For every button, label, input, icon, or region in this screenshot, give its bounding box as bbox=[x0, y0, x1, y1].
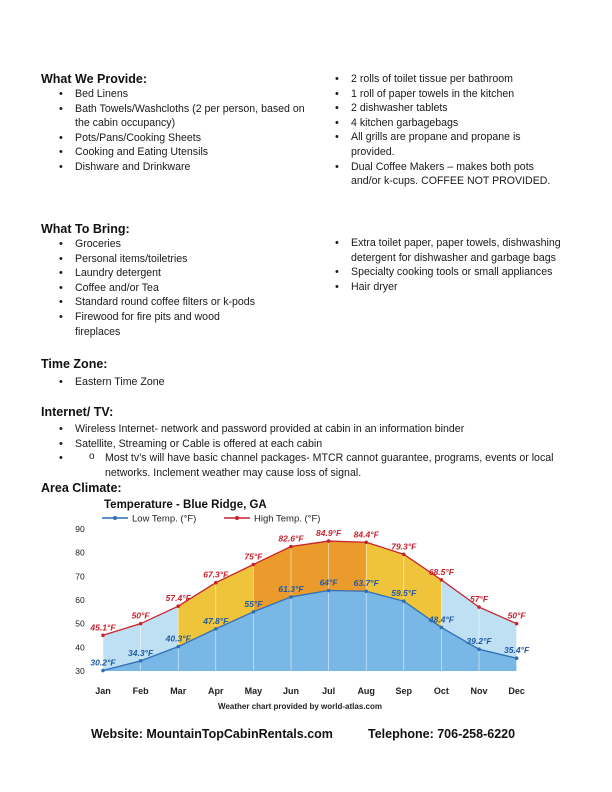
high-temp-point bbox=[477, 605, 481, 609]
legend-low-label: Low Temp. (°F) bbox=[132, 513, 197, 525]
high-temp-point bbox=[364, 540, 368, 544]
time-zone-heading: Time Zone: bbox=[41, 357, 108, 371]
y-tick-label: 40 bbox=[75, 642, 85, 653]
list-item: • Bed Linens bbox=[59, 87, 309, 102]
high-temp-data-label: 50°F bbox=[507, 610, 526, 621]
high-temp-point bbox=[139, 622, 143, 626]
list-item: • Dual Coffee Makers – makes both pots and/or k-cups. COFFEE NOT PROVIDED. bbox=[335, 160, 565, 189]
list-item: • Cooking and Eating Utensils bbox=[59, 145, 309, 160]
high-temp-data-label: 68.5°F bbox=[428, 566, 454, 577]
chart-credit: Weather chart provided by world-atlas.com bbox=[218, 702, 382, 711]
x-tick-label: Feb bbox=[132, 686, 149, 696]
low-temp-point bbox=[214, 627, 218, 631]
low-temp-point bbox=[289, 595, 293, 599]
low-temp-point bbox=[364, 589, 368, 593]
y-tick-label: 70 bbox=[75, 571, 85, 582]
list-item: • Satellite, Streaming or Cable is offered at each cabin bbox=[59, 437, 579, 452]
high-temp-data-label: 57.4°F bbox=[165, 593, 191, 604]
list-item: • Coffee and/or Tea bbox=[59, 281, 309, 296]
list-item: • Specialty cooking tools or small appliances bbox=[335, 265, 565, 280]
high-temp-data-label: 45.1°F bbox=[90, 622, 116, 633]
y-tick-label: 80 bbox=[75, 547, 85, 558]
low-temp-data-label: 47.8°F bbox=[203, 615, 229, 626]
list-item: • Wireless Internet- network and password provided at cabin in an information binder bbox=[59, 422, 579, 437]
list-item: • Pots/Pans/Cooking Sheets bbox=[59, 131, 309, 146]
bring-right-list bbox=[335, 236, 565, 294]
low-temp-point bbox=[327, 589, 331, 593]
x-tick-label: Jul bbox=[322, 686, 336, 696]
low-temp-data-label: 63.7°F bbox=[353, 578, 379, 589]
high-temp-point bbox=[327, 539, 331, 543]
legend-high-label: High Temp. (°F) bbox=[254, 513, 321, 525]
x-tick-label: May bbox=[244, 686, 263, 696]
high-temp-data-label: 84.4°F bbox=[353, 529, 379, 540]
list-item: o • Most tv’s will have basic channel packages- MTCR cannot guarantee, programs, events or local networks. Inclement weather may cause loss of signal. bbox=[89, 451, 565, 480]
internet-tv-heading: Internet/ TV: bbox=[41, 405, 114, 419]
high-temp-point bbox=[515, 622, 519, 626]
telephone-text: Telephone: 706-258-6220 bbox=[368, 727, 516, 741]
high-temp-data-label: 75°F bbox=[244, 551, 263, 562]
low-temp-point bbox=[440, 626, 444, 630]
list-item: • Standard round coffee filters or k-pods bbox=[59, 295, 309, 310]
list-item: • Dishware and Drinkware bbox=[59, 160, 309, 175]
list-item: • Groceries bbox=[59, 237, 309, 252]
low-temp-point bbox=[252, 610, 256, 614]
high-temp-data-label: 57°F bbox=[469, 594, 489, 605]
list-item: • Extra toilet paper, paper towels, dishwashing detergent for dishwasher and garbage bags bbox=[335, 236, 565, 265]
y-tick-label: 60 bbox=[75, 595, 85, 605]
y-tick-label: 30 bbox=[75, 666, 85, 676]
x-tick-label: Nov bbox=[470, 686, 488, 696]
low-temp-data-label: 64°F bbox=[319, 577, 338, 588]
provide-right-list bbox=[335, 72, 565, 189]
low-temp-point bbox=[176, 645, 180, 649]
list-item: • 2 dishwasher tablets bbox=[335, 101, 565, 116]
what-to-bring-heading: What To Bring: bbox=[41, 222, 130, 236]
x-tick-label: Jun bbox=[282, 686, 300, 696]
high-temp-data-label: 67.3°F bbox=[203, 569, 229, 580]
x-tick-label: Aug bbox=[357, 686, 375, 696]
bring-left-list bbox=[59, 237, 309, 339]
y-tick-label: 50 bbox=[75, 618, 85, 629]
low-temp-point bbox=[101, 669, 105, 673]
list-item: • Firewood for fire pits and wood fireplaces bbox=[59, 310, 225, 339]
website-text: Website: MountainTopCabinRentals.com bbox=[91, 727, 333, 741]
high-temp-point bbox=[402, 553, 406, 557]
high-temp-point bbox=[176, 604, 180, 608]
list-item: • Personal items/toiletries bbox=[59, 252, 309, 267]
time-zone-list bbox=[59, 375, 359, 390]
high-temp-data-label: 79.3°F bbox=[391, 541, 417, 552]
low-temp-data-label: 39.2°F bbox=[466, 636, 492, 647]
temperature-chart bbox=[68, 495, 558, 717]
high-temp-data-label: 82.6°F bbox=[278, 533, 304, 544]
high-temp-point bbox=[289, 545, 293, 549]
list-item: • 1 roll of paper towels in the kitchen bbox=[335, 87, 565, 102]
high-temp-point bbox=[101, 633, 105, 637]
chart-legend bbox=[102, 514, 320, 525]
legend-low-marker bbox=[113, 516, 117, 520]
chart-title: Temperature - Blue Ridge, GA bbox=[104, 499, 267, 511]
list-item: • Eastern Time Zone bbox=[59, 375, 359, 390]
list-item: • All grills are propane and propane is provided. bbox=[335, 130, 565, 159]
legend-high-marker bbox=[235, 516, 239, 520]
what-we-provide-heading: What We Provide: bbox=[41, 72, 148, 86]
x-tick-label: Apr bbox=[208, 686, 224, 696]
low-temp-data-label: 61.3°F bbox=[278, 583, 304, 594]
list-item: • Bath Towels/Washcloths (2 per person, based on the cabin occupancy) bbox=[59, 102, 309, 131]
provide-left-list bbox=[59, 87, 309, 175]
low-temp-data-label: 30.2°F bbox=[90, 657, 116, 668]
low-temp-point bbox=[139, 659, 143, 663]
low-temp-data-label: 59.5°F bbox=[391, 588, 417, 599]
list-item: • Hair dryer bbox=[335, 280, 565, 295]
high-temp-point bbox=[440, 578, 444, 582]
list-item: • 4 kitchen garbagebags bbox=[335, 116, 565, 131]
low-temp-data-label: 48.4°F bbox=[428, 614, 454, 625]
high-temp-point bbox=[252, 563, 256, 567]
x-tick-label: Dec bbox=[508, 686, 525, 696]
internet-tv-list bbox=[59, 422, 579, 480]
area-climate-heading: Area Climate: bbox=[41, 481, 122, 495]
x-tick-label: Sep bbox=[395, 686, 413, 696]
plot-area bbox=[75, 524, 530, 696]
low-temp-point bbox=[402, 599, 406, 603]
high-temp-data-label: 50°F bbox=[131, 610, 150, 621]
x-tick-label: Jan bbox=[95, 686, 111, 696]
x-tick-label: Mar bbox=[170, 686, 187, 696]
list-item: • 2 rolls of toilet tissue per bathroom bbox=[335, 72, 565, 87]
low-temp-point bbox=[515, 656, 519, 660]
internet-sub-list bbox=[89, 451, 579, 480]
x-tick-label: Oct bbox=[433, 686, 449, 696]
low-temp-data-label: 40.3°F bbox=[165, 633, 191, 644]
high-temp-point bbox=[214, 581, 218, 585]
low-temp-point bbox=[477, 647, 481, 651]
high-temp-data-label: 84.9°F bbox=[316, 528, 342, 539]
low-temp-data-label: 35.4°F bbox=[504, 645, 530, 656]
y-tick-label: 90 bbox=[75, 524, 85, 534]
low-temp-data-label: 34.3°F bbox=[128, 647, 154, 658]
sub-list-item bbox=[59, 451, 579, 480]
list-item: • Laundry detergent bbox=[59, 266, 309, 281]
low-temp-data-label: 55°F bbox=[244, 598, 263, 609]
